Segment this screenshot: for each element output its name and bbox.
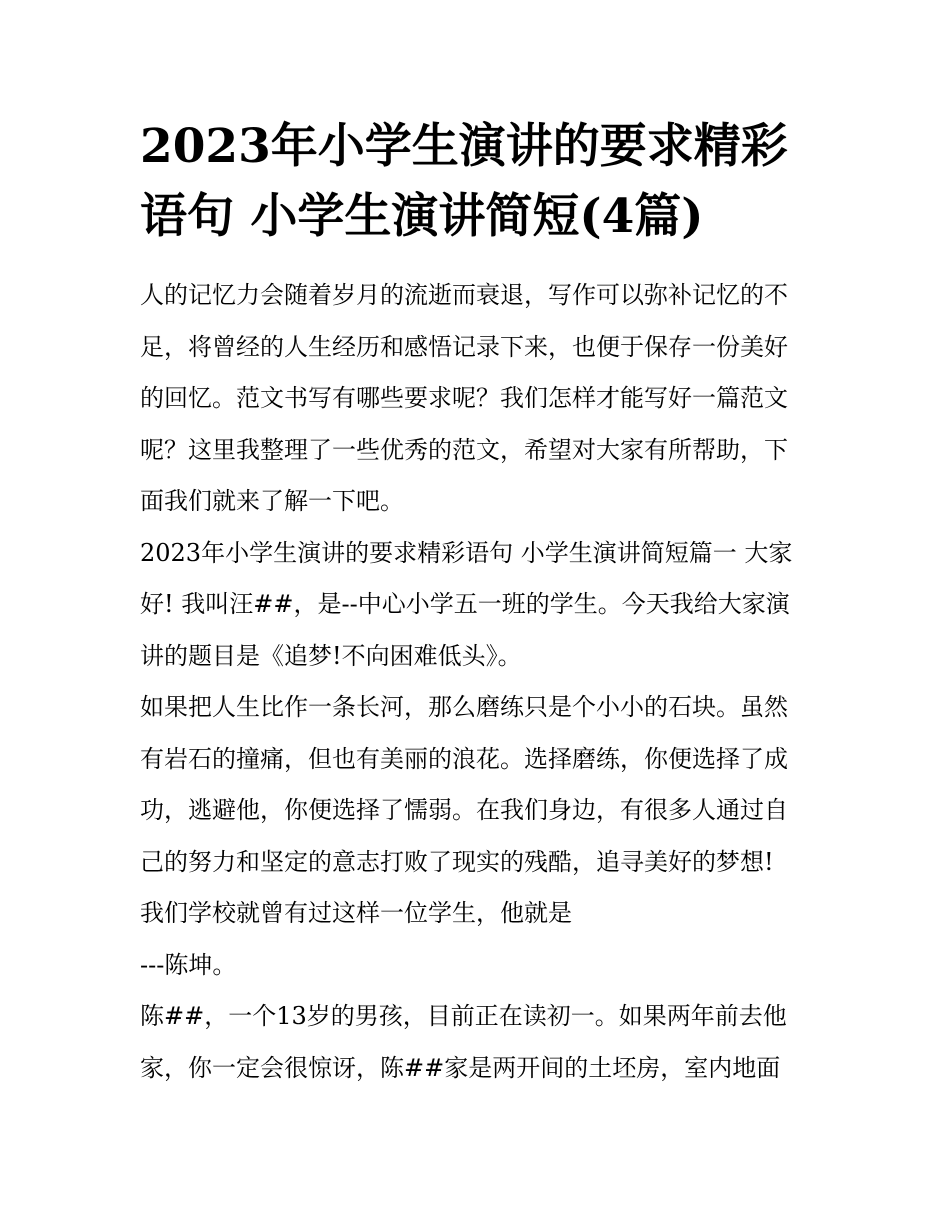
document-title xyxy=(140,112,812,252)
text-line: 足，将曾经的人生经历和感悟记录下来，也便于保存一份美好 xyxy=(140,332,788,361)
text-line: 的回忆。范文书写有哪些要求呢？我们怎样才能写好一篇范文 xyxy=(140,384,788,412)
speech-opening-paragraph xyxy=(140,528,812,683)
life-river-paragraph xyxy=(140,682,812,940)
title-line-2: 语句 小学生演讲简短(4篇) xyxy=(140,189,704,244)
text-line: ---陈坤。 xyxy=(140,950,237,979)
boy-story-paragraph xyxy=(140,991,812,1094)
text-line: 2023年小学生演讲的要求精彩语句 小学生演讲简短篇一 大家 xyxy=(140,538,793,567)
text-line: 人的记忆力会随着岁月的流逝而衰退，写作可以弥补记忆的不 xyxy=(140,281,788,309)
text-line: 己的努力和坚定的意志打败了现实的残酷，追寻美好的梦想! xyxy=(140,847,774,876)
text-line: 讲的题目是《追梦!不向困难低头》。 xyxy=(140,641,522,670)
intro-paragraph xyxy=(140,270,812,528)
text-line: 如果把人生比作一条长河，那么磨练只是个小小的石块。虽然 xyxy=(140,693,788,721)
text-line: 家，你一定会很惊讶，陈##家是两开间的土坯房，室内地面 xyxy=(140,1053,781,1082)
text-line: 陈##，一个13岁的男孩，目前正在读初一。如果两年前去他 xyxy=(140,1002,787,1030)
name-paragraph xyxy=(140,940,812,992)
text-line: 我们学校就曾有过这样一位学生，他就是 xyxy=(140,899,572,927)
title-line-1: 2023年小学生演讲的要求精彩 xyxy=(140,119,788,174)
text-line: 有岩石的撞痛，但也有美丽的浪花。选择磨练，你便选择了成 xyxy=(140,744,788,773)
text-line: 好! 我叫汪##，是--中心小学五一班的学生。今天我给大家演 xyxy=(140,590,790,618)
document-body xyxy=(140,112,812,1094)
text-line: 功，逃避他，你便选择了懦弱。在我们身边，有很多人通过自 xyxy=(140,796,788,824)
text-line: 面我们就来了解一下吧。 xyxy=(140,487,404,515)
text-line: 呢？这里我整理了一些优秀的范文，希望对大家有所帮助，下 xyxy=(140,435,788,464)
